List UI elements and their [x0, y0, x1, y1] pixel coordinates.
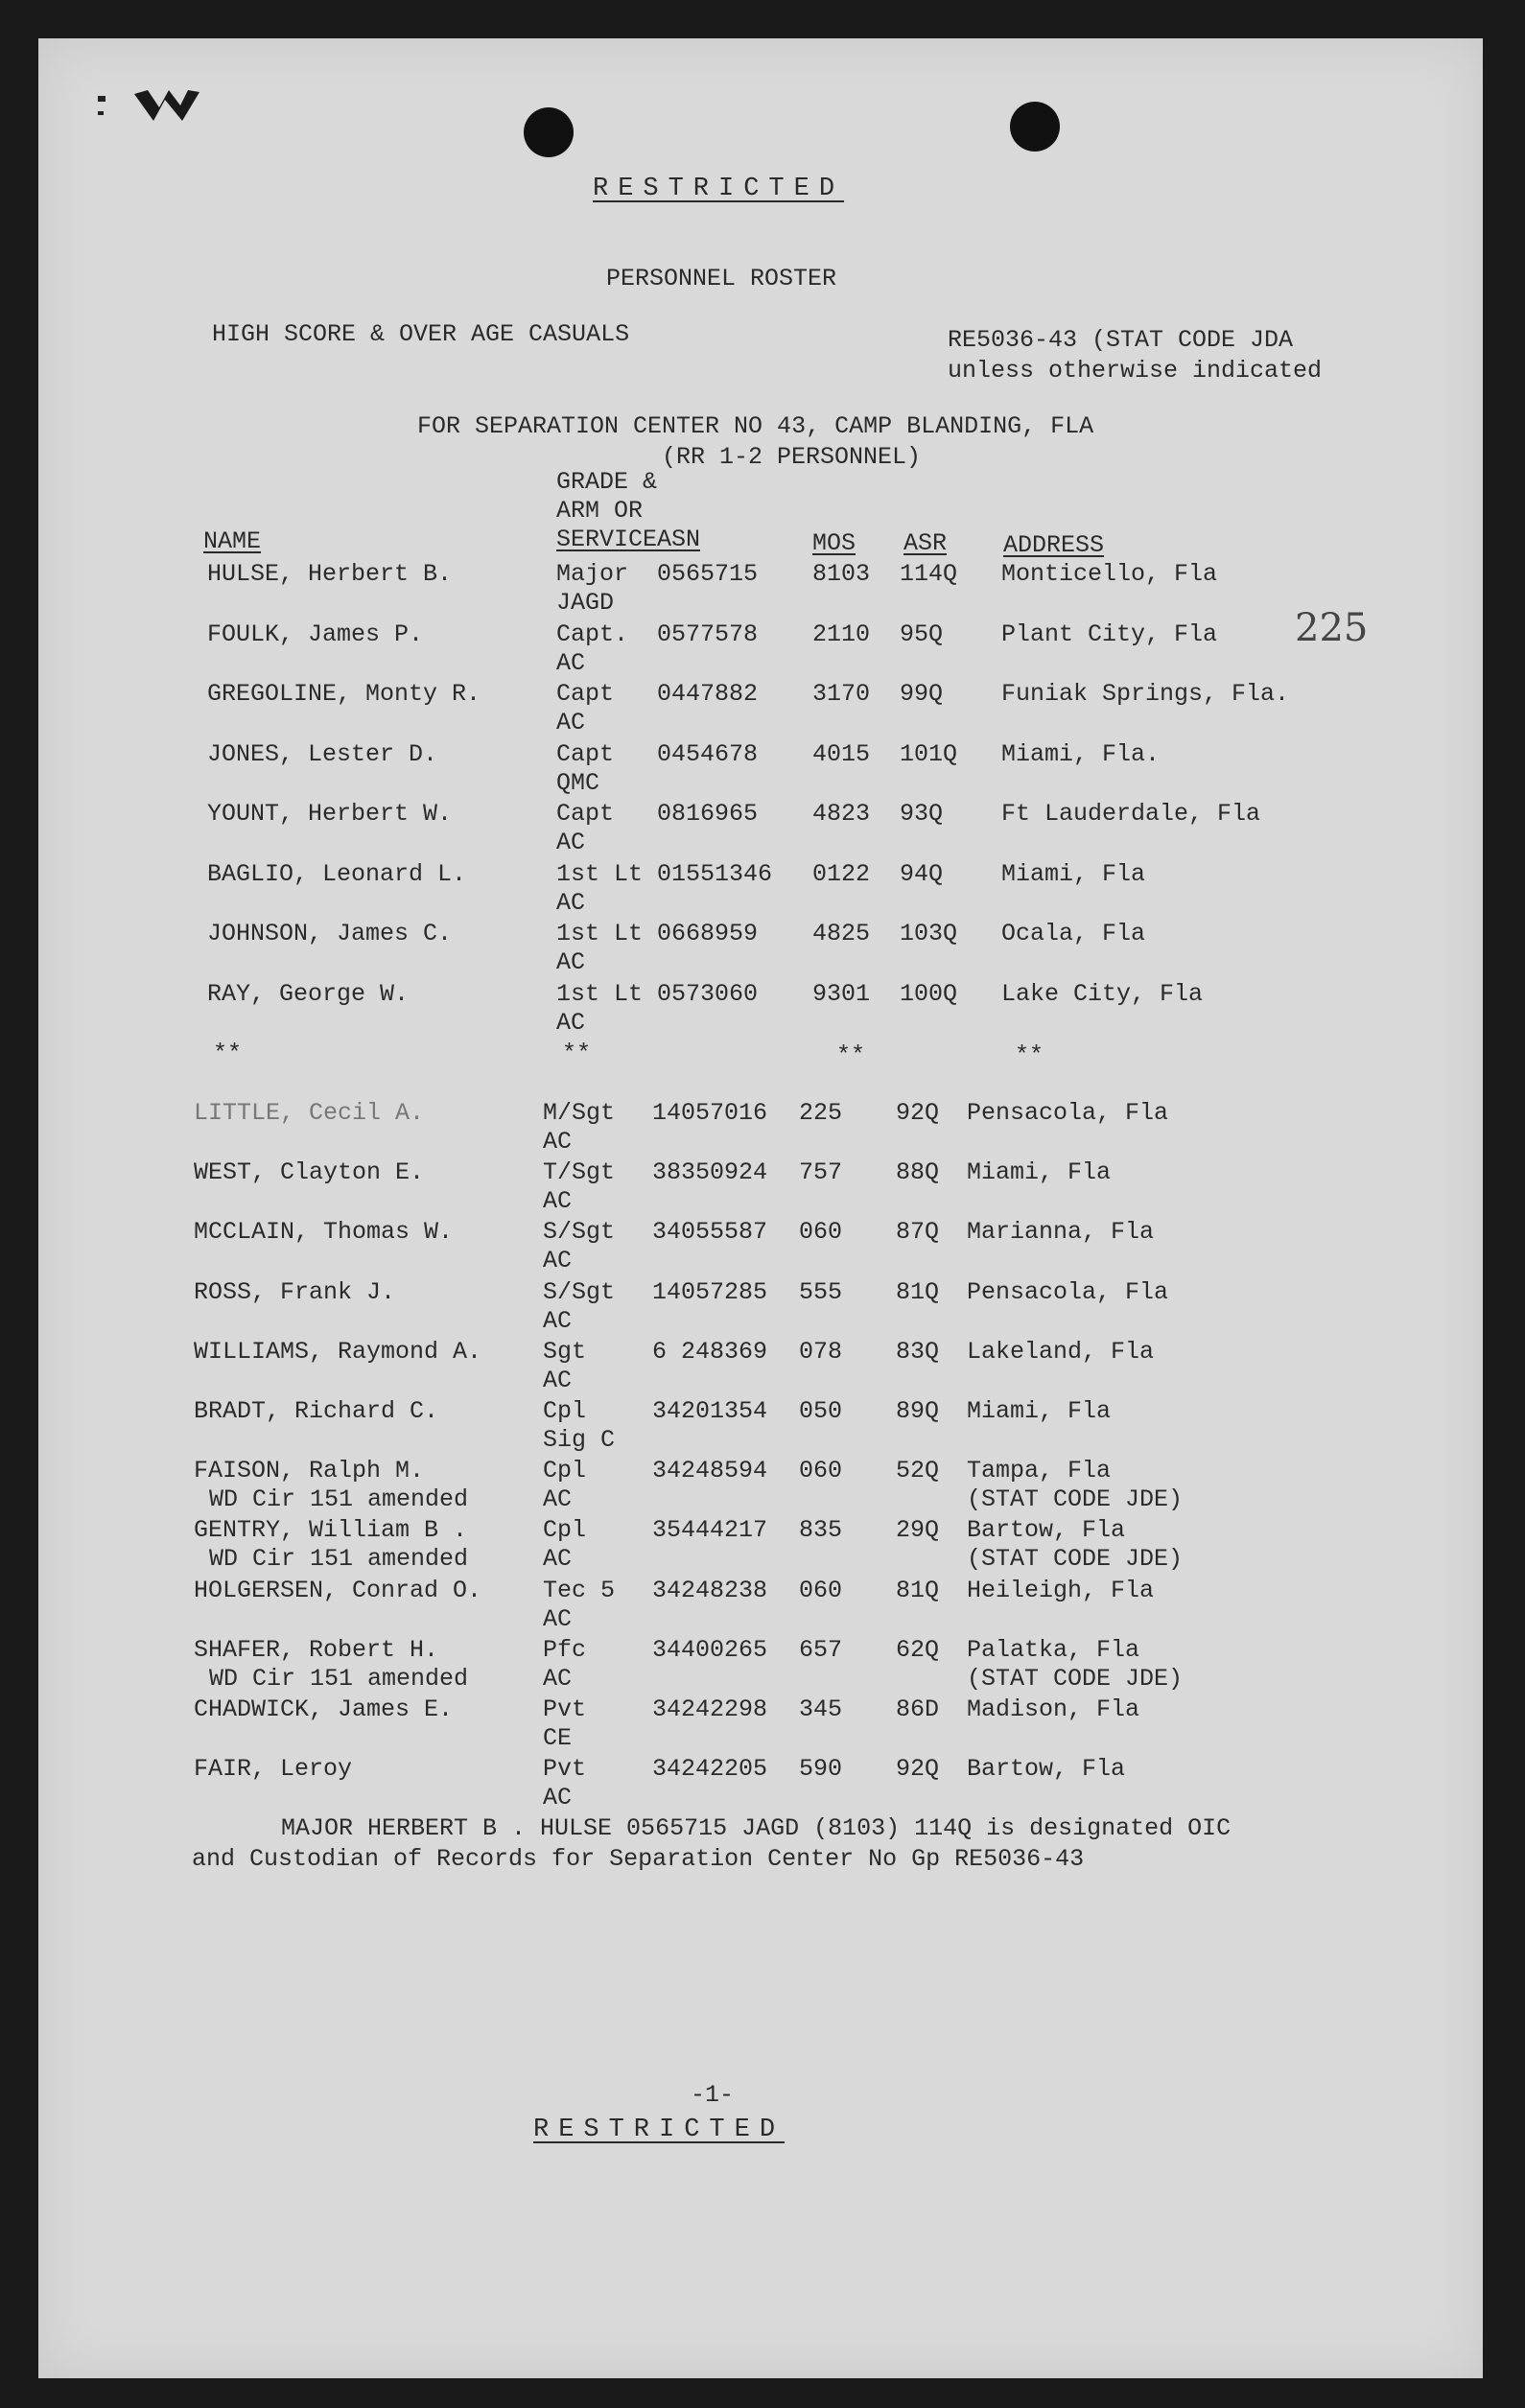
roster-row: [38, 1338, 1483, 1397]
separator-mark-name: **: [213, 1040, 243, 1067]
person-arm-service: AC: [556, 829, 586, 856]
person-grade: M/Sgt: [543, 1099, 616, 1127]
stat-code-line2: unless otherwise indicated: [948, 357, 1323, 385]
roster-row: [38, 1695, 1483, 1755]
person-address: Miami, Fla: [1001, 859, 1146, 888]
person-grade: Pfc: [543, 1635, 587, 1664]
person-grade: Cpl: [543, 1516, 587, 1545]
column-grade-line2: ARM OR: [556, 497, 644, 525]
person-address-note: (STAT CODE JDE): [967, 1664, 1184, 1693]
person-grade: S/Sgt: [543, 1218, 616, 1247]
restricted-stamp-top: RESTRICTED: [593, 175, 845, 203]
column-mos-header: MOS: [812, 529, 856, 557]
person-mos: 8103: [812, 560, 871, 588]
person-name: SHAFER, Robert H.: [194, 1635, 439, 1664]
person-address: Lakeland, Fla: [967, 1337, 1155, 1366]
person-asr: 81Q: [896, 1277, 940, 1306]
person-asn: 38350924: [652, 1158, 768, 1187]
person-asr: 94Q: [900, 859, 944, 888]
person-asr: 52Q: [896, 1457, 940, 1485]
person-mos: 060: [799, 1218, 843, 1247]
person-asn: 34248594: [652, 1457, 768, 1485]
person-address: Bartow, Fla: [967, 1755, 1126, 1784]
roster-row: [38, 920, 1483, 979]
person-address: Pensacola, Fla: [967, 1277, 1169, 1306]
person-mos: 060: [799, 1457, 843, 1485]
person-asn: 14057016: [652, 1099, 768, 1127]
person-grade: 1st Lt: [556, 920, 644, 947]
person-mos: 590: [799, 1755, 843, 1784]
person-name: FOULK, James P.: [207, 620, 424, 648]
person-asr: 101Q: [900, 739, 958, 768]
person-arm-service: AC: [556, 709, 586, 736]
person-asn: 0447882: [657, 680, 759, 708]
roster-row: [38, 800, 1483, 859]
person-address: Ft Lauderdale, Fla: [1001, 800, 1261, 828]
person-address: Monticello, Fla: [1001, 560, 1218, 588]
person-asr: 100Q: [900, 979, 958, 1008]
person-arm-service: JAGD: [556, 589, 615, 617]
roster-row: [38, 1577, 1483, 1636]
separator-mark-mos: **: [836, 1041, 866, 1069]
person-mos: 9301: [812, 979, 871, 1008]
person-name: WEST, Clayton E.: [194, 1158, 425, 1187]
person-grade: Capt: [556, 680, 615, 708]
punch-hole-right: [1010, 102, 1060, 152]
person-name: CHADWICK, James E.: [194, 1695, 454, 1723]
separation-center-line: FOR SEPARATION CENTER NO 43, CAMP BLANDING, FLA: [417, 412, 1094, 440]
document-subtitle: HIGH SCORE & OVER AGE CASUALS: [212, 320, 630, 348]
person-address: Funiak Springs, Fla.: [1001, 680, 1290, 708]
person-note: WD Cir 151 amended: [209, 1664, 469, 1693]
person-asr: 114Q: [900, 560, 958, 588]
person-asr: 62Q: [896, 1635, 940, 1664]
person-arm-service: AC: [556, 648, 586, 677]
column-name-header: NAME: [203, 527, 262, 555]
person-address: Plant City, Fla: [1001, 620, 1218, 648]
person-address: Miami, Fla.: [1001, 739, 1161, 768]
person-asn: 34248238: [652, 1576, 768, 1604]
person-mos: 3170: [812, 680, 871, 708]
person-asn: 34400265: [652, 1635, 768, 1664]
person-address: Miami, Fla: [967, 1158, 1112, 1187]
person-grade: Capt: [556, 800, 615, 828]
roster-row: [38, 1278, 1483, 1338]
person-grade: Pvt: [543, 1755, 587, 1784]
person-arm-service: AC: [556, 1008, 586, 1037]
person-grade: 1st Lt: [556, 979, 644, 1008]
person-asr: 92Q: [896, 1099, 940, 1127]
person-name: ROSS, Frank J.: [194, 1277, 396, 1306]
person-name: HOLGERSEN, Conrad O.: [194, 1576, 482, 1604]
person-name: JOHNSON, James C.: [207, 920, 453, 947]
roster-row: [38, 740, 1483, 800]
person-asn: 35444217: [652, 1516, 768, 1545]
roster-row: [38, 680, 1483, 739]
person-asn: 34055587: [652, 1218, 768, 1247]
roster-row: [38, 560, 1483, 620]
person-address: Lake City, Fla: [1001, 979, 1204, 1008]
person-address-note: (STAT CODE JDE): [967, 1485, 1184, 1514]
oic-designation-line2: and Custodian of Records for Separation Center No Gp RE5036-43: [192, 1845, 1085, 1873]
person-mos: 2110: [812, 620, 871, 648]
person-name: GREGOLINE, Monty R.: [207, 680, 481, 708]
restricted-stamp-bottom: RESTRICTED: [533, 2116, 786, 2144]
roster-row: [38, 1755, 1483, 1814]
person-grade: Cpl: [543, 1397, 587, 1425]
person-arm-service: AC: [543, 1784, 573, 1812]
person-grade: Pvt: [543, 1695, 587, 1723]
person-arm-service: AC: [556, 888, 586, 917]
column-asr-header: ASR: [903, 529, 948, 557]
person-arm-service: Sig C: [543, 1426, 616, 1454]
person-address-note: (STAT CODE JDE): [967, 1545, 1184, 1574]
person-name: HULSE, Herbert B.: [207, 560, 453, 588]
person-asr: 99Q: [900, 680, 944, 708]
person-asn: 0565715: [657, 560, 759, 588]
person-mos: 555: [799, 1277, 843, 1306]
oic-designation-line1: MAJOR HERBERT B . HULSE 0565715 JAGD (8103) 114Q is designated OIC: [281, 1814, 1232, 1842]
column-asn-header: ASN: [657, 526, 701, 553]
page-number: -1-: [691, 2081, 735, 2109]
person-mos: 225: [799, 1099, 843, 1127]
roster-row: [38, 1397, 1483, 1457]
roster-row: [38, 1218, 1483, 1277]
person-asr: 81Q: [896, 1576, 940, 1604]
person-asn: 34242205: [652, 1755, 768, 1784]
person-name: BRADT, Richard C.: [194, 1397, 439, 1425]
person-mos: 4015: [812, 739, 871, 768]
roster-row: [38, 1457, 1483, 1516]
person-asn: 0668959: [657, 920, 759, 947]
person-asn: 0577578: [657, 620, 759, 648]
person-address: Marianna, Fla: [967, 1218, 1155, 1247]
person-arm-service: AC: [556, 948, 586, 976]
person-address: Miami, Fla: [967, 1397, 1112, 1425]
person-name: GENTRY, William B .: [194, 1516, 468, 1545]
person-arm-service: CE: [543, 1724, 573, 1752]
person-mos: 060: [799, 1576, 843, 1604]
person-name: BAGLIO, Leonard L.: [207, 859, 467, 888]
person-address: Bartow, Fla: [967, 1516, 1126, 1545]
column-address-header: ADDRESS: [1003, 531, 1105, 559]
person-asr: 103Q: [900, 920, 958, 947]
person-name: LITTLE, Cecil A.: [194, 1099, 425, 1127]
person-address: Pensacola, Fla: [967, 1099, 1169, 1127]
person-asn: 0454678: [657, 739, 759, 768]
stat-code-line1: RE5036-43 (STAT CODE JDA: [948, 326, 1294, 354]
person-grade: 1st Lt: [556, 859, 644, 888]
person-grade: Tec 5: [543, 1576, 616, 1604]
person-grade: Capt.: [556, 620, 629, 648]
person-arm-service: QMC: [556, 768, 600, 797]
person-arm-service: AC: [543, 1247, 573, 1275]
person-name: FAISON, Ralph M.: [194, 1457, 425, 1485]
roster-row: [38, 1158, 1483, 1218]
person-asn: 34201354: [652, 1397, 768, 1425]
punch-hole-left: [524, 107, 574, 157]
person-arm-service: AC: [543, 1187, 573, 1216]
person-asn: 0573060: [657, 979, 759, 1008]
person-asn: 0816965: [657, 800, 759, 828]
roster-row: [38, 980, 1483, 1040]
person-asr: 92Q: [896, 1755, 940, 1784]
personnel-category-line: (RR 1-2 PERSONNEL): [662, 443, 922, 471]
document-title: PERSONNEL ROSTER: [606, 265, 837, 292]
person-asn: 14057285: [652, 1277, 768, 1306]
roster-row: [38, 860, 1483, 920]
person-asr: 86D: [896, 1695, 940, 1723]
separator-mark-address: **: [1015, 1041, 1044, 1069]
column-grade-line1: GRADE &: [556, 468, 658, 496]
person-asn: 01551346: [657, 859, 773, 888]
person-name: FAIR, Leroy: [194, 1755, 353, 1784]
person-note: WD Cir 151 amended: [209, 1485, 469, 1514]
document-page: [38, 38, 1483, 2378]
person-name: YOUNT, Herbert W.: [207, 800, 453, 828]
person-grade: T/Sgt: [543, 1158, 616, 1187]
separator-mark-grade: **: [562, 1040, 592, 1067]
person-arm-service: AC: [543, 1366, 573, 1394]
person-asr: 87Q: [896, 1218, 940, 1247]
person-grade: Cpl: [543, 1457, 587, 1485]
person-note: WD Cir 151 amended: [209, 1545, 469, 1574]
person-name: JONES, Lester D.: [207, 739, 438, 768]
margin-handwritten-number: 225: [1295, 606, 1369, 650]
person-asn: 6 248369: [652, 1337, 768, 1366]
person-address: Tampa, Fla: [967, 1457, 1112, 1485]
person-mos: 078: [799, 1337, 843, 1366]
person-asn: 34242298: [652, 1695, 768, 1723]
person-grade: Capt: [556, 739, 615, 768]
person-mos: 757: [799, 1158, 843, 1187]
person-address: Palatka, Fla: [967, 1635, 1140, 1664]
roster-row: [38, 1636, 1483, 1695]
person-address: Ocala, Fla: [1001, 920, 1146, 947]
person-name: MCCLAIN, Thomas W.: [194, 1218, 454, 1247]
column-grade-line3: SERVICE: [556, 526, 658, 553]
person-asr: 95Q: [900, 620, 944, 648]
person-asr: 29Q: [896, 1516, 940, 1545]
person-mos: 050: [799, 1397, 843, 1425]
person-name: WILLIAMS, Raymond A.: [194, 1337, 482, 1366]
person-arm-service: AC: [543, 1306, 573, 1335]
person-mos: 4823: [812, 800, 871, 828]
person-mos: 4825: [812, 920, 871, 947]
person-mos: 657: [799, 1635, 843, 1664]
person-arm-service: AC: [543, 1664, 573, 1693]
person-mos: 0122: [812, 859, 871, 888]
person-grade: Sgt: [543, 1337, 587, 1366]
person-arm-service: AC: [543, 1545, 573, 1574]
person-arm-service: AC: [543, 1604, 573, 1633]
person-grade: Major: [556, 560, 629, 588]
person-grade: S/Sgt: [543, 1277, 616, 1306]
ink-smudge-mark: [96, 86, 211, 125]
person-mos: 835: [799, 1516, 843, 1545]
roster-row: [38, 620, 1483, 680]
person-address: Madison, Fla: [967, 1695, 1140, 1723]
person-asr: 93Q: [900, 800, 944, 828]
person-mos: 345: [799, 1695, 843, 1723]
person-address: Heileigh, Fla: [967, 1576, 1155, 1604]
person-asr: 89Q: [896, 1397, 940, 1425]
person-name: RAY, George W.: [207, 979, 410, 1008]
person-arm-service: AC: [543, 1128, 573, 1156]
roster-row: [38, 1099, 1483, 1158]
person-asr: 88Q: [896, 1158, 940, 1187]
person-arm-service: AC: [543, 1485, 573, 1514]
roster-row: [38, 1516, 1483, 1576]
person-asr: 83Q: [896, 1337, 940, 1366]
